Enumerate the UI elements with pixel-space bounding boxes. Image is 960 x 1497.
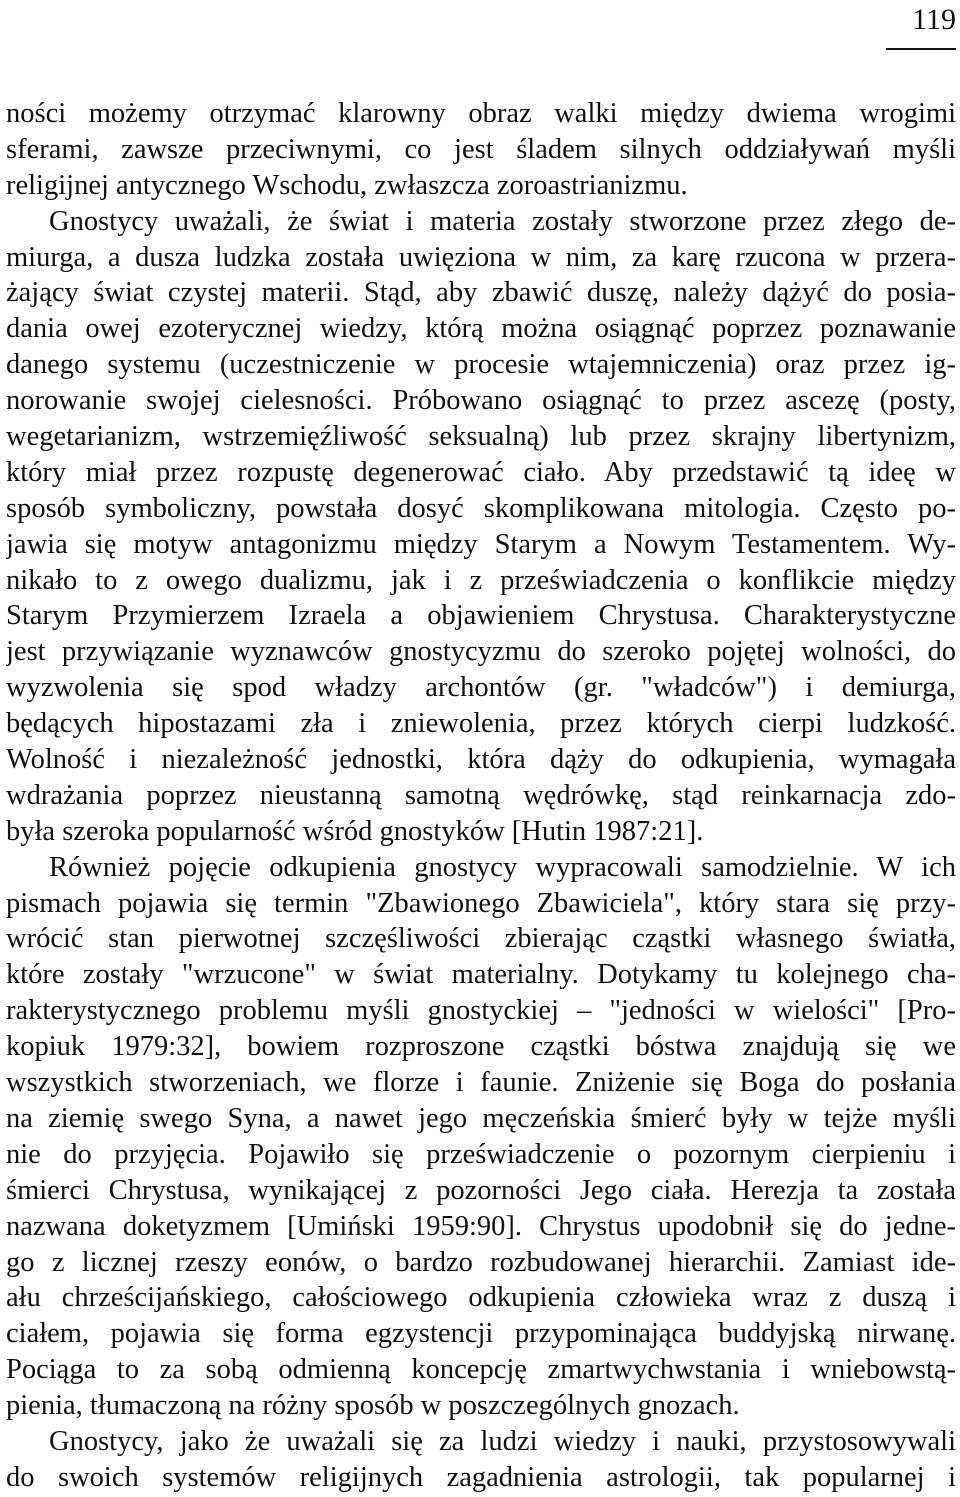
text-line: Również pojęcie odkupienia gnostycy wypracowali samodzielnie. W ich bbox=[49, 851, 956, 883]
text-line: wdrażania poprzez nieustanną samotną wędrówkę, stąd reinkarnacja zdo- bbox=[6, 779, 956, 811]
text-line: wyzwolenia się spod władzy archontów (gr. "władców") i demiurga, bbox=[6, 672, 956, 704]
text-line: nazwana doketyzmem [Umiński 1959:90]. Chrystus upodobnił się do jedne- bbox=[6, 1210, 956, 1242]
text-line: religijnej antycznego Wschodu, zwłaszcza zoroastrianizmu. bbox=[6, 169, 688, 201]
text-line: na ziemię swego Syna, a nawet jego męczeńskia śmierć były w tejże myśli bbox=[6, 1102, 956, 1134]
text-line: rakterystycznego problemu myśli gnostyckiej – "jedności w wielości" [Pro- bbox=[6, 995, 956, 1027]
body-text bbox=[6, 96, 956, 1496]
text-line: wrócić stan pierwotnej szczęśliwości zbierając cząstki własnego światła, bbox=[6, 923, 956, 955]
text-line: do swoich systemów religijnych zagadnienia astrologii, tak popularnej i bbox=[6, 1461, 956, 1493]
text-line: Gnostycy uważali, że świat i materia zostały stworzone przez złego de- bbox=[49, 205, 956, 237]
text-line: śmierci Chrystusa, wynikającej z pozorności Jego ciała. Herezja ta została bbox=[6, 1174, 956, 1206]
text-line: pismach pojawia się termin "Zbawionego Zbawiciela", który stara się przy- bbox=[6, 887, 956, 919]
text-line: dania owej ezoterycznej wiedzy, którą można osiągnąć poprzez poznawanie bbox=[6, 313, 956, 345]
text-line: Pociąga to za sobą odmienną koncepcję zmartwychwstania i wniebowstą- bbox=[6, 1354, 956, 1386]
header-rule bbox=[886, 48, 956, 50]
text-line: danego systemu (uczestniczenie w procesie wtajemniczenia) oraz przez ig- bbox=[6, 349, 956, 381]
text-line: ału chrześcijańskiego, całościowego odkupienia człowieka wraz z duszą i bbox=[6, 1282, 956, 1314]
text-line: była szeroka popularność wśród gnostyków [Hutin 1987:21]. bbox=[6, 815, 704, 847]
text-line: kopiuk 1979:32], bowiem rozproszone cząstki bóstwa znajdują się we bbox=[6, 1031, 956, 1063]
text-line: jawia się motyw antagonizmu między Starym a Nowym Testamentem. Wy- bbox=[6, 528, 956, 560]
text-line: ciałem, pojawia się forma egzystencji przypominająca buddyjską nirwanę. bbox=[6, 1318, 956, 1350]
text-line: miurga, a dusza ludzka została uwięziona w nim, za karę rzucona w przera- bbox=[6, 241, 956, 273]
text-line: sposób symboliczny, powstała dosyć skomplikowana mitologia. Często po- bbox=[6, 492, 956, 524]
text-line: nikało to z owego dualizmu, jak i z przeświadczenia o konflikcie między bbox=[6, 564, 956, 596]
text-line: będących hipostazami zła i zniewolenia, przez których cierpi ludzkość. bbox=[6, 708, 956, 740]
text-line: wszystkich stworzeniach, we florze i faunie. Zniżenie się Boga do posłania bbox=[6, 1067, 956, 1099]
text-line: ności możemy otrzymać klarowny obraz walki między dwiema wrogimi bbox=[6, 98, 956, 129]
text-line: jest przywiązanie wyznawców gnostycyzmu do szeroko pojętej wolności, do bbox=[6, 636, 956, 668]
text-line: pienia, tłumaczoną na różny sposób w poszczególnych gnozach. bbox=[6, 1390, 740, 1422]
page-number: 119 bbox=[912, 3, 956, 36]
text-line: Gnostycy, jako że uważali się za ludzi wiedzy i nauki, przystosowywali bbox=[49, 1425, 956, 1457]
text-line: żający świat czystej materii. Stąd, aby zbawić duszę, należy dążyć do posia- bbox=[6, 277, 956, 309]
text-line: Starym Przymierzem Izraela a objawieniem Chrystusa. Charakterystyczne bbox=[6, 600, 956, 632]
text-line: nie do przyjęcia. Pojawiło się przeświadczenie o pozornym cierpieniu i bbox=[6, 1138, 956, 1170]
text-line: Wolność i niezależność jednostki, która dąży do odkupienia, wymagała bbox=[6, 744, 956, 776]
text-line: norowanie swojej cielesności. Próbowano osiągnąć to przez ascezę (posty, bbox=[6, 385, 956, 417]
text-line: go z licznej rzeszy eonów, o bardzo rozbudowanej hierarchii. Zamiast ide- bbox=[6, 1246, 956, 1278]
text-line: który miał przez rozpustę degenerować ciało. Aby przedstawić tą ideę w bbox=[6, 456, 956, 488]
text-line: które zostały "wrzucone" w świat materialny. Dotykamy tu kolejnego cha- bbox=[6, 959, 956, 991]
text-line: wegetarianizm, wstrzemięźliwość seksualną) lub przez skrajny libertynizm, bbox=[6, 421, 956, 453]
text-line: sferami, zawsze przeciwnymi, co jest śladem silnych oddziaływań myśli bbox=[6, 133, 956, 165]
